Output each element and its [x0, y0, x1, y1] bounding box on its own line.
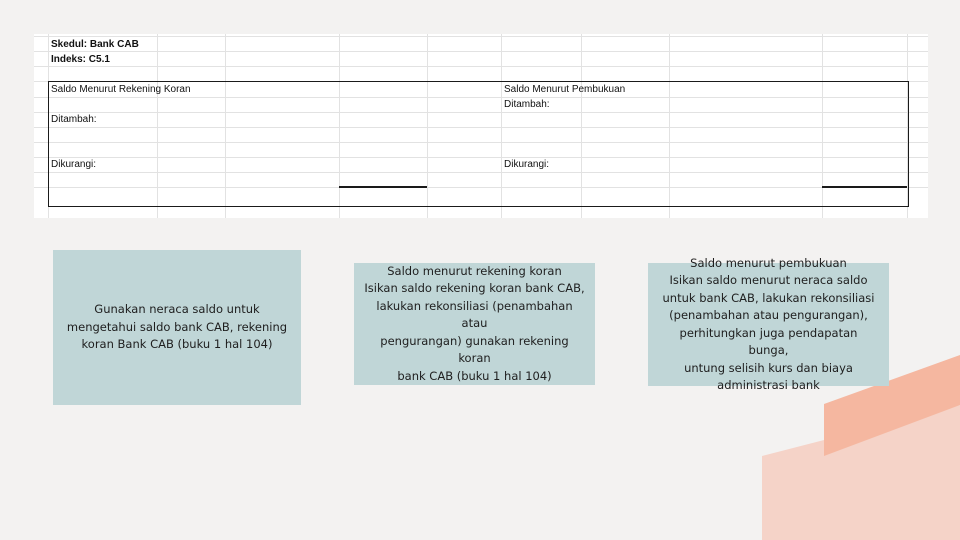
- note-box-trial-balance: [53, 250, 301, 405]
- note-text: Saldo menurut pembukuan Isikan saldo menurut neraca saldo untuk bank CAB, lakukan rekonsiliasi (penambahan atau pengurangan), perhitungkan juga pendapatan bunga, untung selisih kurs dan biaya administrasi bank: [662, 255, 875, 392]
- book-less-label: Dikurangi:: [504, 159, 550, 170]
- note-text: Gunakan neraca saldo untuk mengetahui saldo bank CAB, rekening koran Bank CAB (buku 1 hal 104): [66, 302, 288, 352]
- book-balance-label: Saldo Menurut Pembukuan: [504, 84, 626, 95]
- note-box-book-balance: [648, 255, 889, 392]
- bank-less-label: Dikurangi:: [51, 159, 97, 170]
- book-add-label: Ditambah:: [504, 99, 550, 110]
- note-box-bank-statement: [354, 263, 595, 385]
- schedule-title: Skedul: Bank CAB: [51, 39, 139, 50]
- schedule-index: Indeks: C5.1: [51, 54, 110, 65]
- bank-balance-label: Saldo Menurut Rekening Koran: [51, 84, 191, 95]
- note-text: Saldo menurut rekening koran Isikan saldo rekening koran bank CAB, lakukan rekonsiliasi (penambahan atau pengurangan) gunakan rekening koran bank CAB (buku 1 hal 104): [364, 263, 585, 383]
- bank-add-label: Ditambah:: [51, 114, 97, 125]
